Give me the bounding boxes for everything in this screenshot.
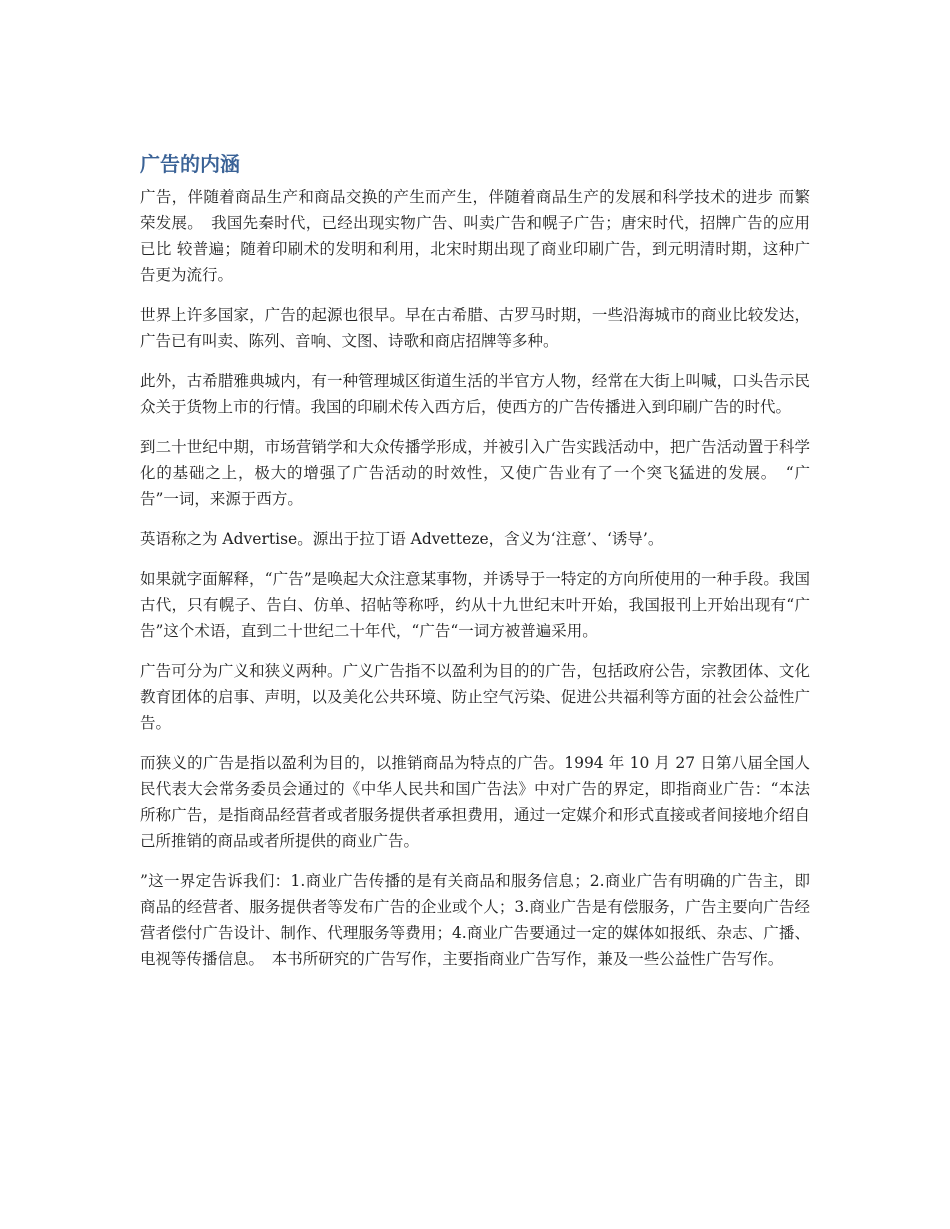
paragraph-9: ”这一界定告诉我们：1.商业广告传播的是有关商品和服务信息；2.商业广告有明确的广告主，即商品的经营者、服务提供者等发布广告的企业或个人；3.商业广告是有偿服务，广告主要向广告经营者偿付广告设计、制作、代理服务等费用；4.商业广告要通过一定的媒体如报纸、杂志、广播、电视等传播信息。 本书所研究的广告写作，主要指商业广告写作，兼及一些公益性广告写作。 xyxy=(140,872,810,968)
paragraph-7: 广告可分为广义和狭义两种。广义广告指不以盈利为目的的广告，包括政府公告，宗教团体、文化教育团体的启事、声明，以及美化公共环境、防止空气污染、促进公共福利等方面的社会公益性广告。 xyxy=(140,662,810,732)
paragraph-1: 广告，伴随着商品生产和商品交换的产生而产生，伴随着商品生产的发展和科学技术的进步 而繁荣发展。 我国先秦时代，已经出现实物广告、叫卖广告和幌子广告；唐宋时代，招牌广告的应用已比 较普遍；随着印刷术的发明和利用，北宋时期出现了商业印刷广告，到元明清时期，这种广 告更为流行。 xyxy=(140,188,815,284)
page-title: 广告的内涵 xyxy=(140,152,240,176)
paragraph-5: 英语称之为 Advertise。源出于拉丁语 Advetteze，含义为‘注意’、‘诱导’。 xyxy=(140,530,664,548)
paragraph-8: 而狭义的广告是指以盈利为目的，以推销商品为特点的广告。1994 年 10 月 27 日第八届全国人民代表大会常务委员会通过的《中华人民共和国广告法》中对广告的界定，即指商业广告：“本法所称广告，是指商品经营者或者服务提供者承担费用，通过一定媒介和形式直接或者间接地介绍自己所推销的商品或者所提供的商业广告。 xyxy=(140,754,810,850)
document-page xyxy=(140,150,815,986)
paragraph-4: 到二十世纪中期，市场营销学和大众传播学形成，并被引入广告实践活动中，把广告活动置于科学化的基础之上，极大的增强了广告活动的时效性，又使广告业有了一个突飞猛进的发展。 “广告”一词，来源于西方。 xyxy=(140,438,810,508)
paragraph-3: 此外，古希腊雅典城内，有一种管理城区街道生活的半官方人物，经常在大街上叫喊，口头告示民众关于货物上市的行情。我国的印刷术传入西方后，使西方的广告传播进入到印刷广告的时代。 xyxy=(140,372,810,416)
paragraph-6: 如果就字面解释，“广告”是唤起大众注意某事物，并诱导于一特定的方向所使用的一种手段。我国古代，只有幌子、告白、仿单、招帖等称呼，约从十九世纪末叶开始，我国报刊上开始出现有“广告”这个术语，直到二十世纪二十年代，“广告“一词方被普遍采用。 xyxy=(140,570,810,640)
paragraph-2: 世界上许多国家，广告的起源也很早。早在古希腊、古罗马时期，一些沿海城市的商业比较发达，广告已有叫卖、陈列、音响、文图、诗歌和商店招牌等多种。 xyxy=(140,306,810,350)
